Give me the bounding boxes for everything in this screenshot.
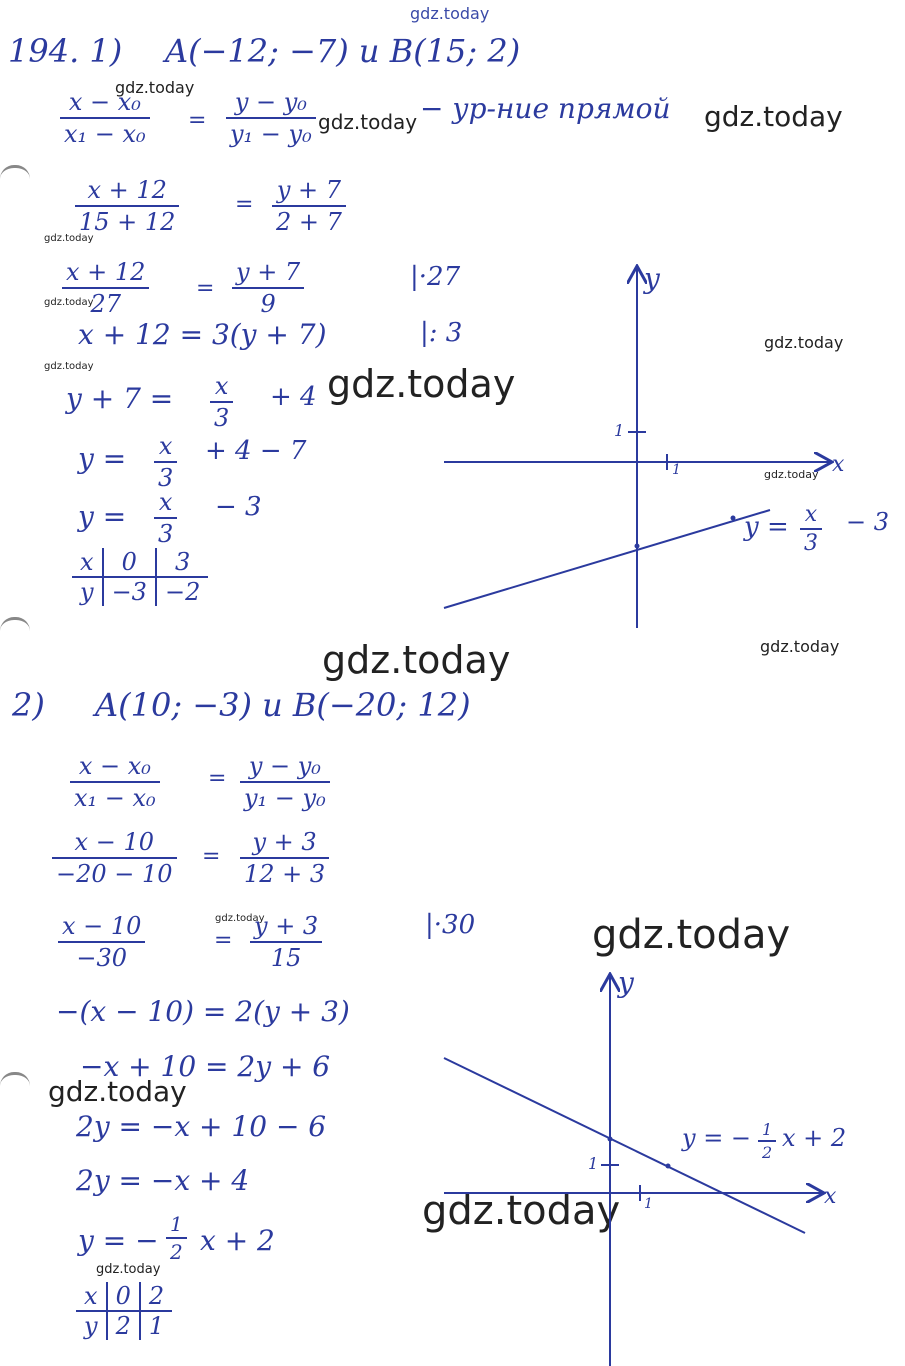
general-right-fraction: [240, 752, 330, 812]
table-y-label: y: [72, 577, 103, 606]
denominator: 2 + 7: [276, 208, 342, 236]
denominator: 27: [90, 290, 121, 318]
graph2-x-axis-label: x: [824, 1184, 837, 1209]
graph2-line-label-fraction: [758, 1120, 776, 1162]
graph1-line: [444, 510, 770, 608]
graph2-unit-y: 1: [588, 1154, 599, 1173]
denominator: −20 − 10: [56, 860, 173, 888]
equals-sign: =: [235, 192, 254, 217]
watermark: gdz.today: [410, 4, 490, 23]
numerator: x: [210, 372, 233, 403]
step3-equation: −(x − 10) = 2(y + 3): [56, 995, 350, 1028]
watermark: gdz.today: [96, 1262, 161, 1277]
problem-points: A(10; −3) и B(−20; 12): [95, 686, 471, 724]
table-x-value: 0: [107, 1282, 140, 1311]
value-table: [76, 1282, 172, 1340]
graph2-point: [666, 1164, 671, 1169]
numerator: x + 12: [75, 176, 179, 207]
denominator: −30: [76, 944, 128, 972]
watermark: gdz.today: [764, 333, 844, 352]
numerator: y + 7: [232, 258, 304, 289]
table-y-label: y: [76, 1311, 107, 1340]
denominator: 12 + 3: [244, 860, 326, 888]
graph2-unit-x: 1: [644, 1196, 653, 1212]
step7-fraction: [166, 1212, 187, 1264]
watermark: gdz.today: [592, 912, 791, 958]
watermark: gdz.today: [44, 233, 94, 244]
equals-sign: =: [214, 928, 233, 953]
equals-sign: =: [196, 276, 215, 301]
table-y-value: −3: [103, 577, 156, 606]
watermark: gdz.today: [322, 638, 511, 682]
graph2-line-label-rhs: x + 2: [782, 1124, 847, 1152]
graph1-unit-x: 1: [672, 462, 681, 478]
denominator: 9: [260, 290, 276, 318]
numerator: 1: [758, 1120, 776, 1142]
step1-right-fraction: [240, 828, 329, 888]
watermark: gdz.today: [44, 361, 94, 372]
numerator: y − y₀: [226, 88, 316, 119]
numerator: x: [154, 488, 177, 519]
step4-equation: −x + 10 = 2y + 6: [80, 1050, 331, 1083]
watermark: gdz.today: [48, 1075, 187, 1108]
watermark: gdz.today: [764, 468, 819, 481]
watermark: gdz.today: [327, 362, 516, 406]
step6-rhs: − 3: [215, 492, 262, 522]
denominator: x₁ − x₀: [74, 784, 156, 812]
graph1-point: [635, 544, 640, 549]
denominator: 3: [158, 520, 174, 548]
watermark: gdz.today: [115, 78, 195, 97]
table-x-value: 2: [140, 1282, 172, 1311]
numerator: 1: [166, 1212, 187, 1239]
denominator: 2: [762, 1143, 773, 1162]
numerator: x + 12: [62, 258, 149, 289]
step6-equation: 2y = −x + 4: [76, 1164, 250, 1197]
table-x-value: 0: [103, 548, 156, 577]
multiply-note: |·30: [425, 910, 476, 940]
graph1-x-axis-label: x: [832, 452, 845, 477]
step5-lhs: y =: [78, 442, 127, 475]
numerator: x: [800, 502, 822, 530]
numerator: x − x₀: [60, 88, 150, 119]
step6-lhs: y =: [78, 500, 127, 533]
step5-equation: 2y = −x + 10 − 6: [76, 1110, 327, 1143]
multiply-note: |·27: [410, 262, 461, 292]
graph1-point: [731, 516, 736, 521]
step4-lhs: y + 7 =: [66, 382, 174, 415]
graph1-line-label-fraction: [800, 502, 822, 556]
problem-number: 2): [12, 686, 45, 724]
denominator: 2: [170, 1240, 183, 1264]
numerator: y + 3: [250, 912, 322, 943]
general-left-fraction: [70, 752, 160, 812]
step7-lhs: y = −: [78, 1224, 159, 1257]
numerator: x − 10: [58, 912, 145, 943]
step5-rhs: + 4 − 7: [205, 436, 307, 466]
problem-points: A(−12; −7) и B(15; 2): [165, 32, 521, 70]
problem-number: 194. 1): [8, 32, 123, 70]
table-y-value: 1: [148, 1312, 165, 1340]
graph1-unit-y: 1: [614, 421, 625, 440]
step1-left-fraction: [52, 828, 177, 888]
step2-right-fraction: [250, 912, 322, 972]
graph1-y-axis-label: y: [644, 262, 660, 295]
equals-sign: =: [202, 844, 221, 869]
equation-note: − ур-ние прямой: [420, 92, 671, 125]
numerator: y + 3: [240, 828, 329, 859]
table-y-value: −2: [164, 578, 201, 606]
step7-rhs: x + 2: [200, 1224, 275, 1257]
watermark: gdz.today: [422, 1188, 621, 1234]
watermark: gdz.today: [215, 913, 265, 924]
step3-equation: x + 12 = 3(y + 7): [78, 318, 327, 351]
graph2-point: [608, 1137, 613, 1142]
numerator: y + 7: [272, 176, 346, 207]
numerator: y − y₀: [240, 752, 330, 783]
graph2-line-label-lhs: y = −: [682, 1124, 752, 1152]
table-x-label: x: [76, 1282, 107, 1311]
graph1-line-label-rhs: − 3: [846, 508, 890, 536]
table-x-value: 3: [156, 548, 208, 577]
watermark: gdz.today: [704, 100, 843, 133]
denominator: 3: [804, 531, 818, 556]
step4-rhs: + 4: [270, 382, 317, 412]
numerator: x − 10: [52, 828, 177, 859]
table-y-value: 2: [107, 1311, 140, 1340]
graph1-line-label-lhs: y =: [744, 512, 789, 542]
table-x-label: x: [72, 548, 103, 577]
graph2-y-axis-label: y: [618, 966, 634, 999]
equals-sign: =: [208, 766, 227, 791]
denominator: y₁ − y₀: [230, 120, 312, 148]
divide-note: |: 3: [420, 318, 463, 348]
denominator: 15: [270, 944, 302, 972]
numerator: x: [154, 432, 177, 463]
denominator: x₁ − x₀: [64, 120, 146, 148]
watermark: gdz.today: [44, 297, 94, 308]
denominator: 3: [214, 404, 230, 432]
numerator: x − x₀: [70, 752, 160, 783]
equals-sign: =: [188, 108, 207, 133]
denominator: 3: [158, 464, 174, 492]
denominator: 15 + 12: [79, 208, 176, 236]
watermark: gdz.today: [318, 110, 418, 134]
step2-left-fraction: [58, 912, 145, 972]
denominator: y₁ − y₀: [244, 784, 326, 812]
watermark: gdz.today: [760, 637, 840, 656]
